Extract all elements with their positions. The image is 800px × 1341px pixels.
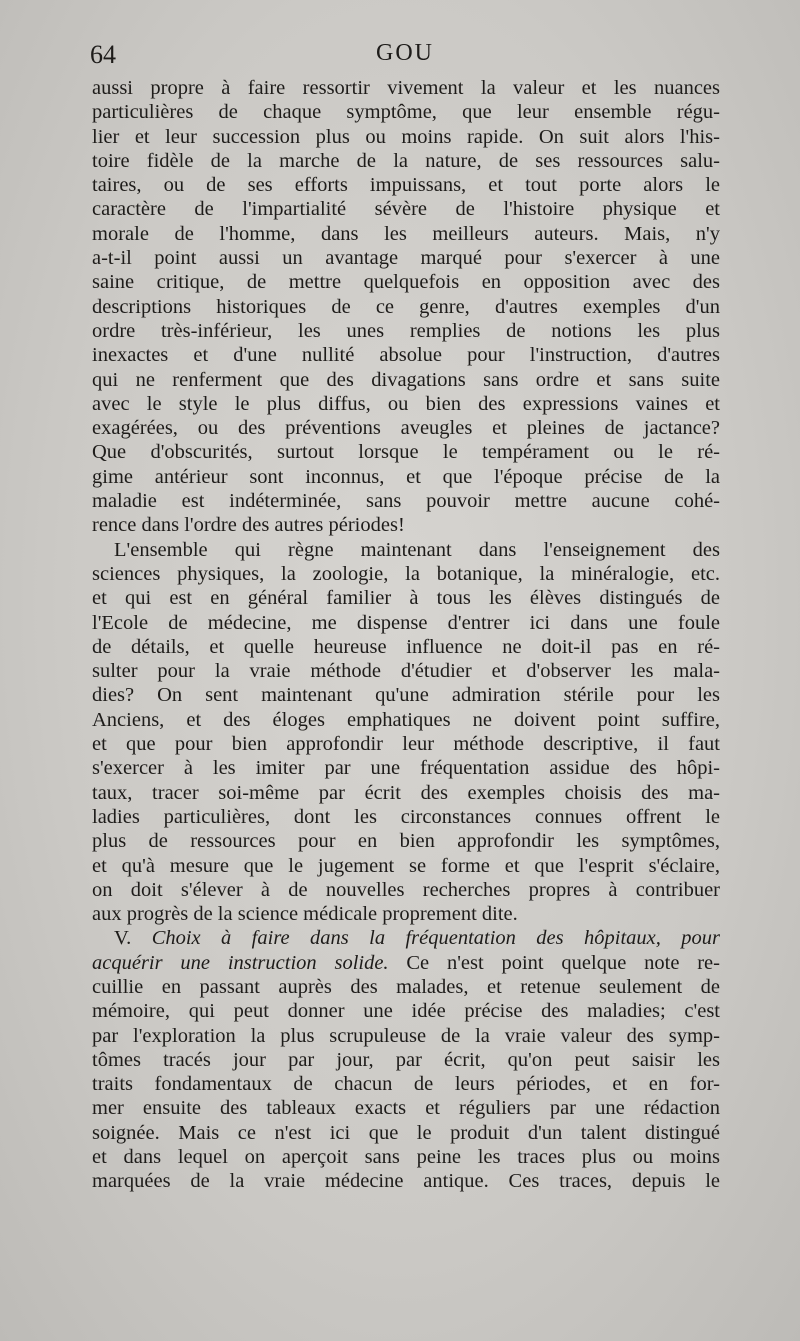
text-line: mer ensuite des tableaux exacts et réguliers par une rédaction [92,1097,720,1120]
text-line: on doit s'élever à de nouvelles recherches propres à contribuer [92,878,720,901]
text-line: Anciens, et des éloges emphatiques ne doivent point suffire, [92,708,720,731]
section-title-cont: acquérir une instruction solide. [92,951,389,974]
text-line: sciences physiques, la zoologie, la botanique, la minéralogie, etc. [92,562,720,585]
section-title: Choix à faire dans la fréquentation des hôpitaux, pour [151,927,720,950]
text-line: traits fondamentaux de chacun de leurs périodes, et en for- [92,1073,720,1096]
section-number: V. [114,927,132,950]
running-head: GOU [376,40,434,66]
text-line: maladie est indéterminée, sans pouvoir mettre aucune cohé- [92,490,720,513]
text-line: et dans lequel on aperçoit sans peine les traces plus ou moins [92,1146,720,1169]
text-line: et qui est en général familier à tous les élèves distingués de [92,587,720,610]
text-line: dies? On sent maintenant qu'une admiration stérile pour les [92,684,720,707]
page-number: 64 [90,40,116,69]
text-line: et qu'à mesure que le jugement se forme et que l'esprit s'éclaire, [92,854,720,877]
text-line: caractère de l'impartialité sévère de l'histoire physique et [92,198,720,221]
text-line: ordre très-inférieur, les unes remplies de notions les plus [92,319,720,342]
text-line: a-t-il point aussi un avantage marqué pour s'exercer à une [92,247,720,270]
section-heading-line-2 [92,951,720,975]
section-text: Ce n'est point quelque note re- [388,951,720,974]
text-line: qui ne renferment que des divagations sans ordre et sans suite [92,368,720,391]
text-line: par l'exploration la plus scrupuleuse de la vraie valeur des symp- [92,1024,720,1047]
text-line: mémoire, qui peut donner une idée précise des maladies; c'est [92,1000,720,1023]
text-line: aux progrès de la science médicale proprement dite. [92,903,518,926]
text-line: plus de ressources pour en bien approfondir les symptômes, [92,830,720,853]
text-line: inexactes et d'une nullité absolue pour l'instruction, d'autres [92,344,720,367]
text-line: tômes tracés jour par jour, par écrit, qu'on peut saisir les [92,1048,720,1071]
page-header [90,40,720,76]
text-line: s'exercer à les imiter par une fréquentation assidue des hôpi- [92,757,720,780]
text-line: saine critique, de mettre quelquefois en opposition avec des [92,271,720,294]
text-line: Que d'obscurités, surtout lorsque le tempérament ou le ré- [92,441,720,464]
text-line: de détails, et quelle heureuse influence ne doit-il pas en ré- [92,635,720,658]
text-line: morale de l'homme, dans les meilleurs auteurs. Mais, n'y [92,222,720,245]
text-line: aussi propre à faire ressortir vivement la valeur et les nuances [92,77,720,99]
text-line: et que pour bien approfondir leur méthode descriptive, il faut [92,733,720,756]
text-line: taires, ou de ses efforts impuissans, et tout porte alors le [92,174,720,197]
body-text [92,76,720,1194]
text-line: gime antérieur sont inconnus, et que l'époque précise de la [92,465,720,488]
text-line: lier et leur succession plus ou moins rapide. On suit alors l'his- [92,125,720,148]
text-line: avec le style le plus diffus, ou bien des expressions vaines et [92,392,720,415]
text-line: toire fidèle de la marche de la nature, de ses ressources salu- [92,149,720,172]
text-line: cuillie en passant auprès des malades, et retenue seulement de [92,975,720,998]
text-line: ladies particulières, dont les circonstances connues offrent le [92,805,720,828]
text-line: rence dans l'ordre des autres périodes! [92,514,405,537]
text-line: descriptions historiques de ce genre, d'autres exemples d'un [92,295,720,318]
text-line: particulières de chaque symptôme, que leur ensemble régu- [92,101,720,124]
text-line: l'Ecole de médecine, me dispense d'entrer ici dans une foule [92,611,720,634]
text-line: L'ensemble qui règne maintenant dans l'enseignement des [114,538,720,561]
text-line: exagérées, ou des préventions aveugles et pleines de jactance? [92,417,720,440]
text-line: marquées de la vraie médecine antique. Ces traces, depuis le [92,1170,720,1193]
text-line: soignée. Mais ce n'est ici que le produit d'un talent distingué [92,1121,720,1144]
text-line: taux, tracer soi-même par écrit des exemples choisis des ma- [92,781,720,804]
section-heading-line [92,926,720,950]
text-line: sulter pour la vraie méthode d'étudier et d'observer les mala- [92,660,720,683]
